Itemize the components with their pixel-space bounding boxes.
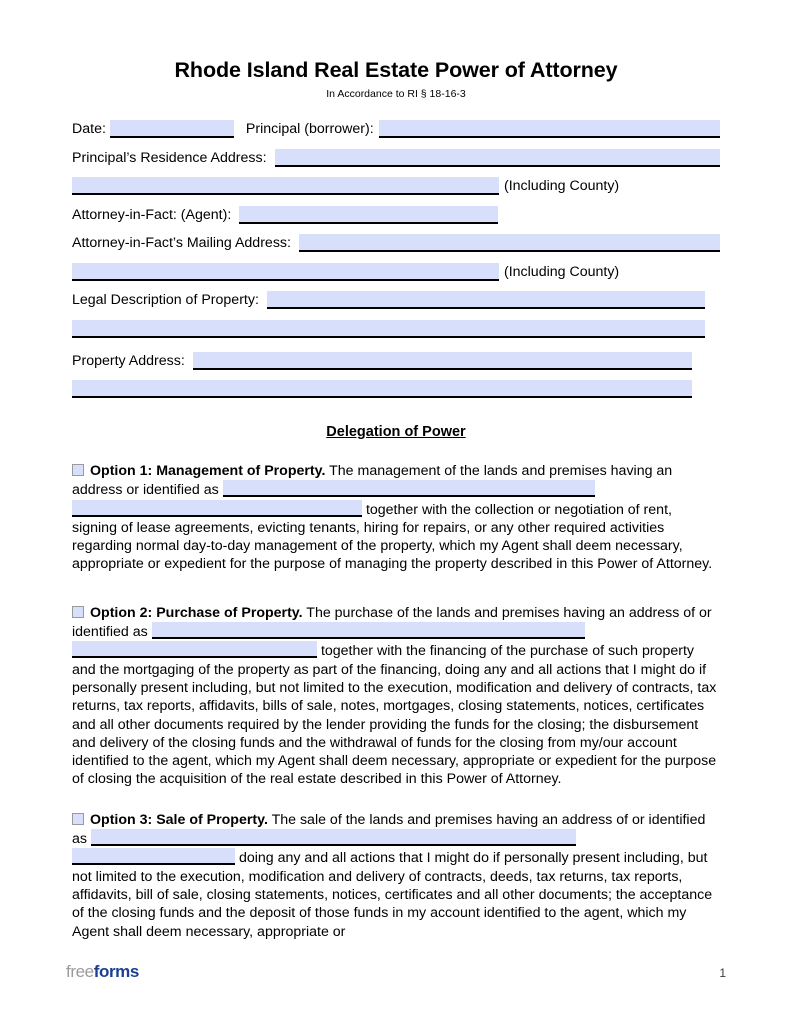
- row-property-address: [72, 352, 720, 370]
- option-2-checkbox[interactable]: [72, 606, 84, 618]
- row-principal-residence-line2: [72, 177, 720, 195]
- date-label: Date:: [72, 121, 106, 137]
- legal-description-line2-input[interactable]: [72, 320, 705, 338]
- principal-label: Principal (borrower):: [245, 121, 374, 137]
- option-3-text-part-1: The sale of the lands and premises having an address of or identified as: [72, 811, 706, 848]
- option-1-blank-1[interactable]: [223, 480, 595, 497]
- option-2-title: Option 2: Purchase of Property.: [90, 604, 303, 621]
- freeforms-logo[interactable]: [66, 962, 139, 982]
- agent-input[interactable]: [239, 206, 498, 224]
- row-principal-residence: [72, 149, 720, 167]
- document-subtitle: In Accordance to RI § 18-16-3: [326, 87, 466, 100]
- principal-residence-input[interactable]: [275, 149, 720, 167]
- delegation-heading: Delegation of Power: [326, 424, 466, 440]
- principal-residence-line2-input[interactable]: [72, 177, 499, 195]
- date-input[interactable]: [110, 120, 234, 138]
- agent-mailing-line2-input[interactable]: [72, 263, 499, 281]
- option-3-title: Option 3: Sale of Property.: [90, 811, 268, 828]
- option-1-checkbox[interactable]: [72, 464, 84, 476]
- page-footer: [66, 962, 726, 988]
- logo-text-forms: forms: [93, 962, 139, 981]
- row-property-address-line2: [72, 380, 720, 398]
- option-1-block: [72, 462, 720, 574]
- row-date-principal: [72, 120, 720, 138]
- option-1-blank-2[interactable]: [72, 500, 362, 517]
- document-body: [72, 120, 720, 963]
- option-3-blank-1[interactable]: [91, 829, 576, 846]
- option-2-text-part-2: together with the financing of the purchase of such property and the mortgaging of the property as part of the financing, doing any and all actions that I might do if personally present including, but not limited to the execution, modification and delivery of contracts, tax returns, tax reports, affidavits, bills of sale, notes, mortgages, closing statements, notices, certificates and all other documents required by the lender providing the funds for the closing; the disbursement and delivery of the closing funds and the withdrawal of funds for the closing from my/our account identified to the agent, which my Agent shall deem necessary, appropriate or expedient for the purpose of closing the acquisition of the real estate described in this Power of Attorney.: [72, 643, 717, 788]
- agent-label: Attorney-in-Fact: (Agent):: [72, 206, 232, 223]
- agent-mailing-input[interactable]: [299, 234, 720, 252]
- property-address-label: Property Address:: [72, 352, 185, 369]
- form-fields-section: [72, 120, 720, 398]
- row-legal-description: [72, 291, 720, 309]
- option-1-text-part-2: together with the collection or negotiation of rent, signing of lease agreements, evicting tenants, hiring for repairs, or any other required activities regarding normal day-to-day management of the property, which my Agent shall deem necessary, appropriate or expedient for the purpose of managing the property described in this Power of Attorney.: [72, 501, 713, 573]
- option-1-title: Option 1: Management of Property.: [90, 463, 326, 479]
- row-agent-mailing: [72, 234, 720, 252]
- principal-residence-label: Principal’s Residence Address:: [72, 149, 267, 166]
- legal-description-input[interactable]: [267, 291, 705, 309]
- option-3-blank-2[interactable]: [72, 848, 235, 865]
- option-3-block: [72, 811, 720, 941]
- option-2-blank-1[interactable]: [152, 622, 585, 639]
- row-legal-description-line2: [72, 320, 720, 338]
- title-block: [0, 58, 792, 100]
- principal-input[interactable]: [379, 120, 720, 138]
- logo-text-free: free: [66, 962, 94, 981]
- legal-description-label: Legal Description of Property:: [72, 292, 259, 308]
- property-address-input[interactable]: [193, 352, 692, 370]
- page-number: 1: [719, 966, 726, 980]
- property-address-line2-input[interactable]: [72, 380, 692, 398]
- option-3-checkbox[interactable]: [72, 813, 84, 825]
- option-2-text-part-1: The purchase of the lands and premises having an address of or identified as: [72, 604, 712, 641]
- option-3-text-part-2: doing any and all actions that I might do if personally present including, but not limited to the execution, modification and delivery of contracts, deeds, tax returns, tax reports, affidavits, bill of sale, closing statements, notices, certificates and all other documents; the acceptance of the closing funds and the deposit of those funds in my account identified to the agent, which my Agent shall deem necessary, appropriate or: [72, 850, 713, 940]
- agent-mailing-label: Attorney-in-Fact’s Mailing Address:: [72, 235, 291, 251]
- option-2-block: [72, 604, 720, 789]
- including-county-label-2: (Including County): [504, 263, 620, 280]
- row-agent: [72, 206, 720, 224]
- option-1-text-part-1: The management of the lands and premises having an address or identified as: [72, 463, 673, 499]
- including-county-label-1: (Including County): [504, 178, 620, 194]
- row-agent-mailing-line2: [72, 263, 720, 281]
- option-2-blank-2[interactable]: [72, 641, 317, 658]
- document-title: Rhode Island Real Estate Power of Attorney: [174, 58, 618, 82]
